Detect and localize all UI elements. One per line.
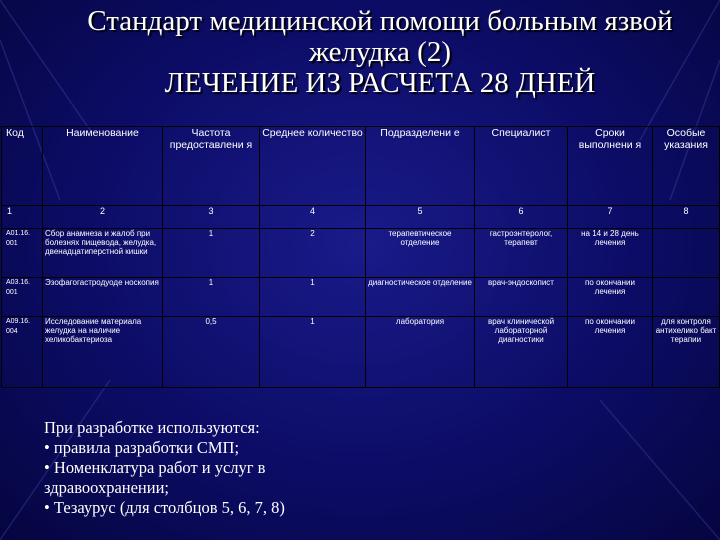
column-number: 7 <box>568 206 653 229</box>
cell-department: лаборатория <box>366 317 475 388</box>
column-number: 3 <box>163 206 260 229</box>
cell-specialist: врач клинической лабораторной диагностики <box>475 317 568 388</box>
header-quantity: Среднее количество <box>260 127 366 206</box>
column-number: 4 <box>260 206 366 229</box>
cell-frequency: 1 <box>163 278 260 317</box>
cell-frequency: 1 <box>163 229 260 278</box>
title-line-3: ЛЕЧЕНИЕ ИЗ РАСЧЕТА 28 ДНЕЙ <box>164 67 596 99</box>
cell-name: Сбор анамнеза и жалоб при болезнях пищевода, желудка, двенадцатиперстной кишки <box>43 229 163 278</box>
cell-specialist: гастроэнтеролог, терапевт <box>475 229 568 278</box>
cell-code: A09.16. 004 <box>2 317 43 388</box>
title-line-2: желудка (2) <box>308 36 451 68</box>
cell-notes <box>653 278 720 317</box>
column-number: 6 <box>475 206 568 229</box>
sources-note <box>44 418 324 518</box>
note-line: При разработке используются: <box>44 418 260 437</box>
cell-code: A01.16. 001 <box>2 229 43 278</box>
column-number: 2 <box>43 206 163 229</box>
header-name: Наименование <box>43 127 163 206</box>
cell-notes <box>653 229 720 278</box>
note-line: • Номенклатура работ и услуг в <box>44 458 266 477</box>
table-row <box>2 229 720 278</box>
cell-department: терапевтическое отделение <box>366 229 475 278</box>
column-number-row <box>2 206 720 229</box>
cell-timing: по окончании лечения <box>568 278 653 317</box>
cell-quantity: 2 <box>260 229 366 278</box>
slide-title <box>40 6 720 99</box>
header-timing: Сроки выполнени я <box>568 127 653 206</box>
cell-name: Исследование материала желудка на наличие хеликобактериоза <box>43 317 163 388</box>
note-line: • правила разработки СМП; <box>44 438 240 457</box>
cell-timing: на 14 и 28 день лечения <box>568 229 653 278</box>
header-department: Подразделени е <box>366 127 475 206</box>
cell-timing: по окончании лечения <box>568 317 653 388</box>
header-specialist: Специалист <box>475 127 568 206</box>
cell-notes: для контроля антихелико бакт терапии <box>653 317 720 388</box>
cell-name: Эзофагогастродуоде носкопия <box>43 278 163 317</box>
table-header-row <box>2 127 720 206</box>
cell-quantity: 1 <box>260 278 366 317</box>
table-row <box>2 317 720 388</box>
column-number: 5 <box>366 206 475 229</box>
title-line-1: Стандарт медицинской помощи больным язвой <box>87 5 673 37</box>
column-number: 8 <box>653 206 720 229</box>
note-line: • Тезаурус (для столбцов 5, 6, 7, 8) <box>44 498 285 517</box>
note-line: здравоохранении; <box>44 478 170 497</box>
standard-table <box>1 126 720 388</box>
cell-quantity: 1 <box>260 317 366 388</box>
header-code: Код <box>2 127 43 206</box>
table-row <box>2 278 720 317</box>
column-number: 1 <box>2 206 43 229</box>
cell-frequency: 0,5 <box>163 317 260 388</box>
header-notes: Особые указания <box>653 127 720 206</box>
cell-department: диагностическое отделение <box>366 278 475 317</box>
header-frequency: Частота предоставлени я <box>163 127 260 206</box>
cell-code: A03.16. 001 <box>2 278 43 317</box>
cell-specialist: врач-эндоскопист <box>475 278 568 317</box>
